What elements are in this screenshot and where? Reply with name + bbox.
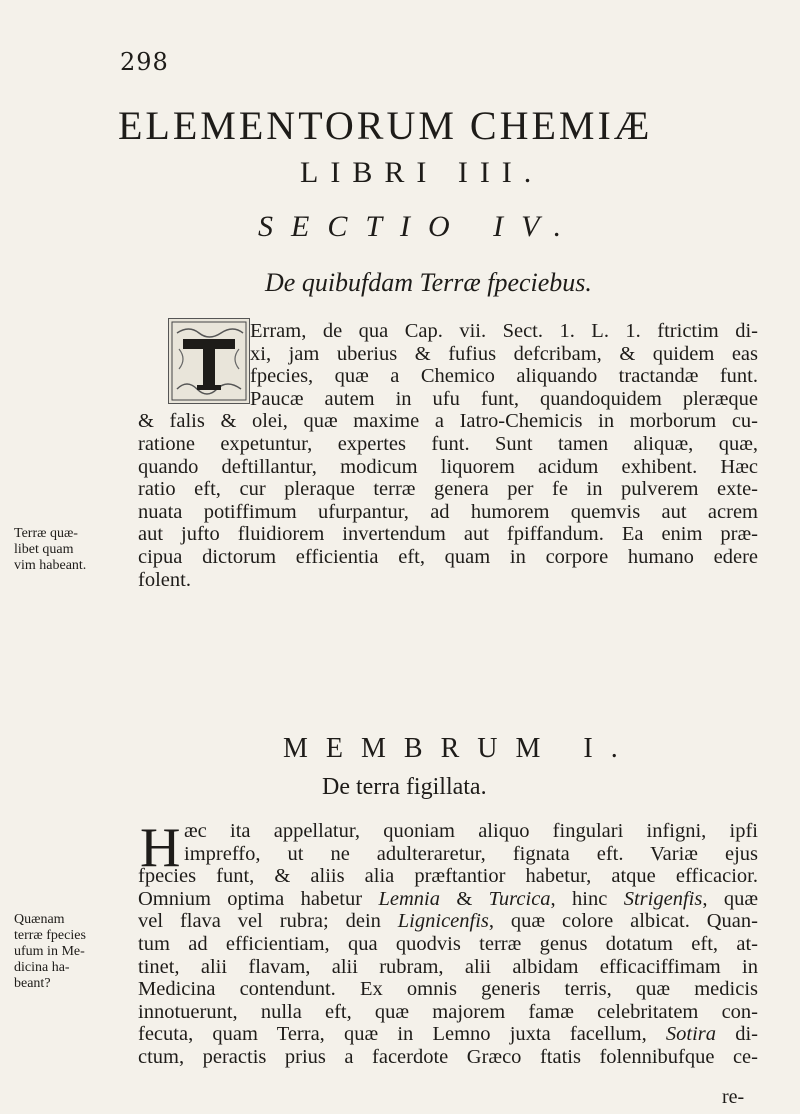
large-initial: H bbox=[140, 817, 181, 879]
text-line: quando deftillantur, modicum liquorem acidum exhibent. Hæc bbox=[138, 455, 758, 478]
catchword: re- bbox=[722, 1086, 745, 1108]
text-line: ratione expetuntur, expertes funt. Sunt tamen aliquæ, quæ, bbox=[138, 432, 758, 455]
text-line: æc ita appellatur, quoniam aliquo fingulari infigni, ipfi bbox=[184, 820, 758, 842]
text-line: & falis & olei, quæ maxime a Iatro-Chemicis in morborum cu- bbox=[138, 410, 758, 433]
text-line: Erram, de qua Cap. vii. Sect. 1. L. 1. ftrictim di- bbox=[250, 320, 758, 342]
running-title: ELEMENTORUM CHEMIÆ bbox=[118, 103, 653, 148]
book-label: LIBRI III. bbox=[300, 156, 544, 189]
text-line: vel flava vel rubra; dein Lignicenfis, quæ colore albicat. Quan- bbox=[138, 910, 758, 933]
text-line: xi, jam uberius & fufius defcribam, & quidem eas bbox=[250, 342, 758, 365]
margin-note: Terræ quæ- libet quam vim habeant. bbox=[14, 526, 87, 573]
text-line: aut jufto fluidiorem invertendum aut fpiffandum. Ea enim præ- bbox=[138, 523, 758, 546]
text-line: innotuerunt, nulla eft, quæ majorem famæ celebritatem con- bbox=[138, 1000, 758, 1023]
page-number: 298 bbox=[120, 48, 169, 76]
text-line: tum ad efficientiam, qua quodvis terræ genus dotatum eft, at- bbox=[138, 932, 758, 955]
text-line: ratio eft, cur pleraque terræ genera per fe in pulverem exte- bbox=[138, 478, 758, 501]
intro-paragraph bbox=[138, 320, 758, 591]
text-line: Omnium optima habetur Lemnia & Turcica, hinc Strigenfis, quæ bbox=[138, 887, 759, 910]
text-line: folent. bbox=[138, 568, 191, 591]
section-subtitle: De quibufdam Terræ fpeciebus. bbox=[265, 268, 592, 297]
text-line: cipua dictorum efficientia eft, quam in corpore humano edere bbox=[138, 545, 758, 568]
text-line: fpecies funt, & aliis alia præftantior habetur, atque efficacior. bbox=[138, 865, 758, 888]
text-line: Medicina contendunt. Ex omnis generis terris, quæ medicis bbox=[138, 978, 758, 1001]
text-line: ctum, peractis prius a facerdote Græco ftatis folennibufque ce- bbox=[138, 1045, 758, 1068]
section-label: SECTIO IV. bbox=[258, 210, 580, 243]
text-line: fecuta, quam Terra, quæ in Lemno juxta facellum, Sotira di- bbox=[138, 1023, 758, 1046]
text-line: nuata potiffimum ufurpantur, ad humorem quemvis aut acrem bbox=[138, 500, 758, 523]
margin-note: Quænam terræ fpecies ufum in Me- dicina ha- beant? bbox=[14, 912, 86, 991]
text-line: fpecies, quæ a Chemico aliquando tractandæ funt. bbox=[250, 365, 758, 388]
text-line: Paucæ autem in ufu funt, quandoquidem pleræque bbox=[250, 387, 758, 410]
text-line: impreffo, ut ne adulteraretur, fignata eft. Variæ ejus bbox=[184, 842, 758, 865]
text-line: tinet, alii flavam, alii rubram, alii albidam efficaciffimam in bbox=[138, 955, 758, 978]
membrum-label: MEMBRUM I. bbox=[283, 733, 636, 764]
membrum-heading: De terra figillata. bbox=[322, 774, 487, 800]
main-paragraph bbox=[138, 817, 759, 1069]
